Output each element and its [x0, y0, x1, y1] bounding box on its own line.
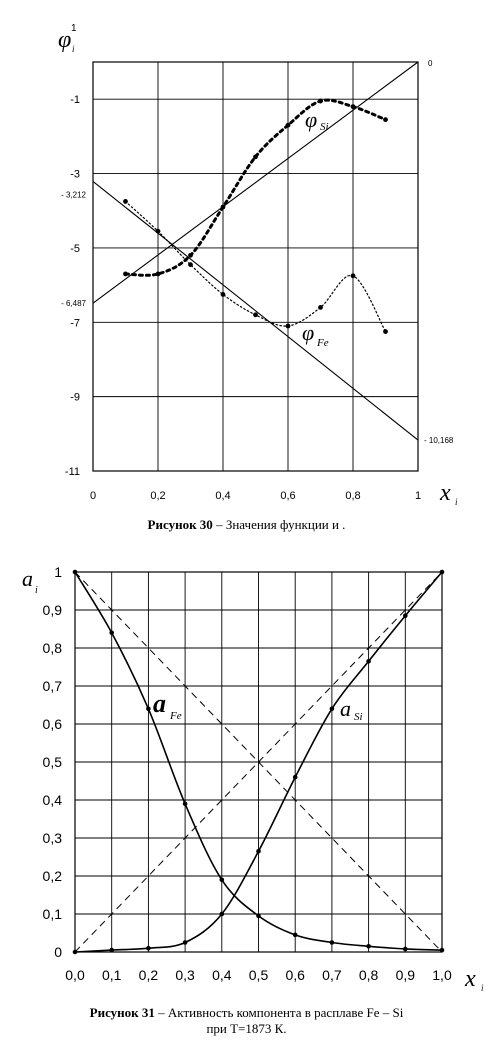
chart1-series-label-main: φ: [302, 320, 315, 345]
chart2-tick-labels: [43, 564, 452, 983]
chart1-series-line-φSi: [126, 100, 386, 275]
chart2-y-tick-label: 0: [54, 944, 62, 960]
chart2-series-label-sub: Fe: [170, 710, 182, 722]
chart1-straight-line: [93, 181, 418, 440]
chart1-point-φSi: [383, 117, 388, 122]
chart2-series-label-sub: Si: [354, 711, 363, 723]
chart2-point-aFe: [366, 944, 371, 949]
chart2-point-aFe: [109, 631, 114, 636]
chart1-point-φFe: [351, 273, 356, 278]
chart1-x-tick-label: 0,8: [345, 490, 361, 502]
chart2-y-tick-label: 0,4: [42, 792, 62, 808]
chart2-series-label-main: a: [340, 696, 351, 721]
chart2-point-aSi: [109, 948, 114, 953]
chart1-y-tick-label: -11: [64, 466, 80, 478]
chart1-series-line-φFe: [126, 201, 386, 331]
chart1-labels: [58, 23, 458, 505]
chart2-y-tick-label: 0,2: [42, 868, 62, 884]
chart1-x-tick-label: 0,6: [280, 490, 296, 502]
chart2-point-aFe: [146, 707, 151, 712]
chart2-point-aFe: [220, 878, 225, 883]
chart1-y-tick-label: -5: [70, 242, 80, 255]
chart1-point-φFe: [318, 305, 323, 310]
chart1-x-tick-label: 1: [414, 490, 422, 502]
chart1-y-axis-label-sup: 1: [71, 23, 77, 34]
chart2-point-aSi: [256, 849, 261, 854]
chart2-point-aSi: [293, 775, 298, 780]
chart1-straight-line: [93, 62, 418, 303]
chart2-point-aSi: [183, 940, 188, 945]
figure-31-number: Рисунок 31: [89, 1005, 155, 1020]
chart2-x-tick-label: 0,1: [101, 967, 122, 983]
chart1-point-φSi: [221, 205, 226, 210]
chart1-point-φFe: [156, 229, 161, 234]
chart2-y-axis-label-sub: i: [35, 585, 38, 596]
chart1-series: [123, 99, 388, 334]
chart1-point-φSi: [253, 154, 258, 159]
chart1-line-label: - 3,212: [61, 190, 86, 200]
chart2-y-tick-label: 0,1: [42, 906, 62, 922]
chart2-point-aSi: [403, 613, 408, 618]
chart1-line-label: 0: [428, 59, 433, 68]
figure-30-caption-text: – Значения функции и .: [216, 517, 346, 532]
chart2-x-tick-label: 0,3: [175, 967, 195, 983]
chart2-point-aFe: [183, 802, 188, 807]
chart1-point-φFe: [221, 292, 226, 297]
chart2-point-aFe: [330, 940, 335, 945]
chart1-point-φSi: [188, 253, 193, 258]
chart1-line-label: - 6,487: [61, 299, 86, 309]
chart2-point-aSi: [146, 946, 151, 951]
chart1-series-label-main: φ: [305, 107, 318, 132]
chart1-x-tick-label: 0,4: [215, 490, 231, 502]
chart2-x-tick-label: 0,2: [138, 967, 159, 983]
chart2-point-aSi: [73, 950, 78, 955]
chart2-x-tick-label: 0,9: [395, 967, 416, 983]
chart1-y-tick-label: -1: [70, 94, 80, 107]
figure-31-caption-line1: – Активность компонента в расплаве Fe – Si: [158, 1005, 404, 1020]
chart1-y-tick-label: -7: [70, 317, 80, 330]
chart2-x-axis-label-sub: i: [481, 983, 484, 993]
activity-chart: [0, 560, 493, 1000]
chart1-series-label-sub: Si: [320, 121, 329, 133]
chart1-x-axis-label: x: [440, 480, 451, 505]
chart1-series-label-sub: Fe: [317, 337, 329, 349]
chart2-y-tick-label: 0,5: [42, 754, 62, 770]
chart2-x-tick-label: 0,4: [212, 967, 232, 983]
chart1-point-φFe: [286, 324, 291, 329]
chart2-point-aSi: [366, 659, 371, 664]
figure-31-caption: [0, 1005, 493, 1037]
figure-31-caption-line2: при Т=1873 К.: [206, 1021, 287, 1036]
chart2-y-tick-label: 0,3: [42, 830, 62, 846]
chart1-point-φFe: [383, 329, 388, 334]
chart2-x-tick-label: 0,5: [248, 967, 269, 983]
figure-30-caption: [0, 517, 493, 533]
chart2-x-tick-label: 0,8: [358, 967, 379, 983]
chart1-point-φSi: [123, 272, 128, 277]
chart2-y-tick-label: 0,9: [42, 602, 62, 618]
chart2-x-axis-label: x: [465, 966, 476, 992]
chart1-y-tick-label: -9: [70, 391, 80, 404]
chart1-point-φSi: [318, 99, 323, 104]
chart2-y-axis-label: a: [22, 566, 33, 591]
chart1-line-label: - 10,168: [424, 436, 454, 446]
chart2-y-tick-label: 0,6: [42, 716, 62, 732]
chart2-y-tick-label: 1: [54, 564, 62, 580]
chart2-point-aFe: [440, 948, 445, 953]
chart2-x-tick-label: 0,0: [65, 967, 85, 983]
chart1-tick-labels: [65, 94, 421, 502]
chart2-point-aFe: [403, 947, 408, 952]
chart1-point-φSi: [156, 272, 161, 277]
chart1-y-axis-label: φ: [58, 27, 72, 53]
chart2-point-aFe: [293, 933, 298, 938]
chart1-straight-lines: [61, 59, 454, 445]
chart2-x-tick-label: 0,6: [285, 967, 305, 983]
chart1-point-φSi: [351, 104, 356, 109]
chart2-point-aFe: [256, 914, 261, 919]
chart2-point-aSi: [330, 707, 335, 712]
chart2-labels: [22, 566, 484, 993]
chart1-point-φSi: [286, 123, 291, 128]
chart1-y-axis-label-sub: i: [72, 44, 75, 54]
chart2-x-tick-label: 0,7: [322, 967, 342, 983]
phi-function-chart: [0, 0, 493, 505]
chart1-x-tick-label: 0: [89, 490, 97, 502]
chart1-x-tick-label: 0,2: [150, 490, 166, 502]
chart1-point-φFe: [253, 312, 258, 317]
chart2-x-tick-label: 1,0: [432, 967, 452, 983]
chart2-point-aSi: [220, 912, 225, 917]
chart1-point-φFe: [123, 199, 128, 204]
chart2-point-aFe: [73, 570, 78, 575]
chart2-point-aSi: [440, 570, 445, 575]
chart1-x-axis-label-sub: i: [455, 497, 458, 505]
chart2-y-tick-label: 0,7: [42, 678, 62, 694]
figure-30-number: Рисунок 30: [147, 517, 213, 532]
chart1-y-tick-label: -3: [70, 168, 80, 181]
chart2-series-label-main: a: [153, 689, 166, 718]
chart2-y-tick-label: 0,8: [42, 640, 62, 656]
chart1-point-φFe: [188, 262, 193, 267]
